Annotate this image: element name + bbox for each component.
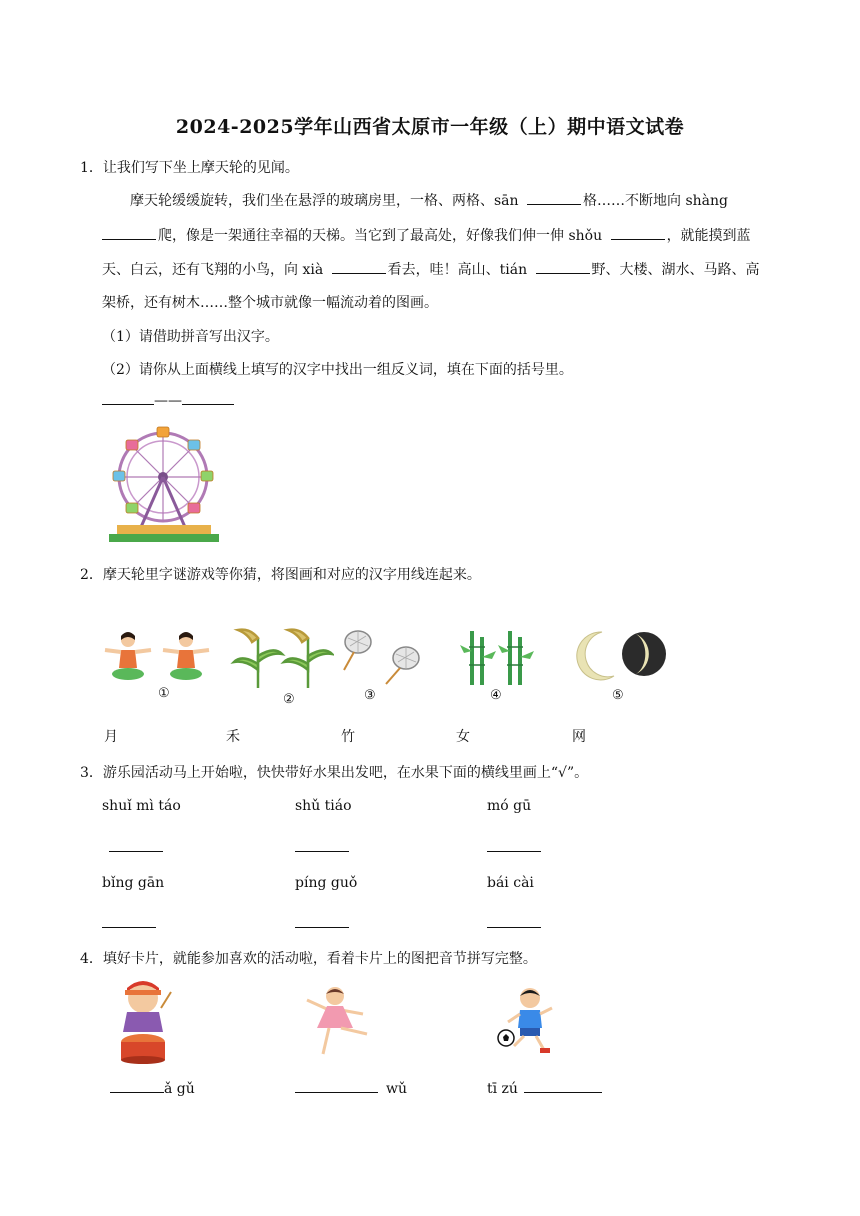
pinyin-option: bái cài xyxy=(487,875,534,891)
card-pinyin-3: tī zú xyxy=(487,1081,518,1097)
q1-text-3: 天、白云，还有飞翔的小鸟，向 xià xyxy=(102,262,324,278)
picture-number-3: ③ xyxy=(364,688,376,703)
q1-text-1: 摩天轮缓缓旋转，我们坐在悬浮的玻璃房里，一格、两格、sān xyxy=(130,193,519,209)
q1-paragraph-line-3 xyxy=(102,259,760,279)
page-title: 2024-2025学年山西省太原市一年级（上）期中语文试卷 xyxy=(175,116,685,138)
antonym-answer-line xyxy=(102,392,234,409)
q1-heading: 1．让我们写下坐上摩天轮的见闻。 xyxy=(80,160,299,176)
picture-number-5: ⑤ xyxy=(612,688,624,703)
q1-paragraph-line-1 xyxy=(130,190,728,210)
answer-blank[interactable] xyxy=(102,227,156,240)
answer-blank[interactable] xyxy=(110,1080,164,1093)
picture-number-2: ② xyxy=(283,692,295,707)
check-blank[interactable] xyxy=(295,915,349,928)
card-pinyin-1: ǎ gǔ xyxy=(164,1081,195,1097)
answer-blank[interactable] xyxy=(524,1080,602,1093)
answer-blank[interactable] xyxy=(527,192,581,205)
char-option-1[interactable]: 月 xyxy=(104,729,118,745)
check-blank[interactable] xyxy=(109,839,163,852)
q4-heading: 4．填好卡片，就能参加喜欢的活动啦，看着卡片上的图把音节拼写完整。 xyxy=(80,951,537,967)
answer-blank[interactable] xyxy=(332,261,386,274)
q1-sub-question-2: （2）请你从上面横线上填写的汉字中找出一组反义词，填在下面的括号里。 xyxy=(102,362,573,378)
picture-number-1: ① xyxy=(158,686,170,701)
card-answer-3 xyxy=(487,1080,602,1097)
check-blank[interactable] xyxy=(487,915,541,928)
answer-blank[interactable] xyxy=(102,392,154,405)
moon-illustration xyxy=(574,628,668,686)
char-option-2[interactable]: 禾 xyxy=(226,729,240,745)
pinyin-option: píng guǒ xyxy=(295,875,358,891)
soccer-boy-illustration xyxy=(496,986,558,1054)
net-illustration xyxy=(342,628,422,686)
q1-paragraph-line-2 xyxy=(102,225,751,245)
pinyin-option: bǐng gān xyxy=(102,875,165,891)
answer-blank[interactable] xyxy=(295,1080,378,1093)
q1-text-1b: 格……不断地向 shàng xyxy=(583,193,728,209)
q1-text-3c: 野、大楼、湖水、马路、高 xyxy=(591,262,760,278)
q1-paragraph-line-4: 架桥，还有树木……整个城市就像一幅流动着的图画。 xyxy=(102,295,438,311)
bamboo-illustration xyxy=(458,627,536,685)
picture-number-4: ④ xyxy=(490,688,502,703)
dancer-girl-illustration xyxy=(303,984,375,1058)
char-option-5[interactable]: 网 xyxy=(572,729,586,745)
pinyin-option: mó gū xyxy=(487,798,532,814)
card-answer-1 xyxy=(110,1080,195,1097)
answer-blank[interactable] xyxy=(182,392,234,405)
answer-blank[interactable] xyxy=(611,227,665,240)
q3-heading: 3．游乐园活动马上开始啦，快快带好水果出发吧，在水果下面的横线里画上“√”。 xyxy=(80,765,589,781)
char-option-3[interactable]: 竹 xyxy=(341,729,355,745)
card-answer-2 xyxy=(295,1080,407,1097)
check-blank[interactable] xyxy=(487,839,541,852)
girl-figures-illustration xyxy=(103,628,221,684)
check-blank[interactable] xyxy=(295,839,349,852)
q1-text-3b: 看去，哇！高山、tián xyxy=(387,262,528,278)
q2-heading: 2．摩天轮里字谜游戏等你猜，将图画和对应的汉字用线连起来。 xyxy=(80,567,481,583)
pinyin-option: shuǐ mì táo xyxy=(102,798,181,814)
q1-sub-question-1: （1）请借助拼音写出汉字。 xyxy=(102,329,279,345)
q1-text-2: 爬，像是一架通往幸福的天梯。当它到了最高处，好像我们伸一伸 shǒu xyxy=(158,228,603,244)
q1-text-2b: ，就能摸到蓝 xyxy=(666,228,751,244)
rice-plant-illustration xyxy=(228,624,334,690)
drummer-boy-illustration xyxy=(113,978,175,1064)
char-option-4[interactable]: 女 xyxy=(456,729,470,745)
pinyin-option: shǔ tiáo xyxy=(295,798,352,814)
antonym-dash: —— xyxy=(154,393,182,409)
ferris-wheel-illustration xyxy=(105,425,220,543)
card-pinyin-2: wǔ xyxy=(386,1081,407,1097)
check-blank[interactable] xyxy=(102,915,156,928)
answer-blank[interactable] xyxy=(536,261,590,274)
